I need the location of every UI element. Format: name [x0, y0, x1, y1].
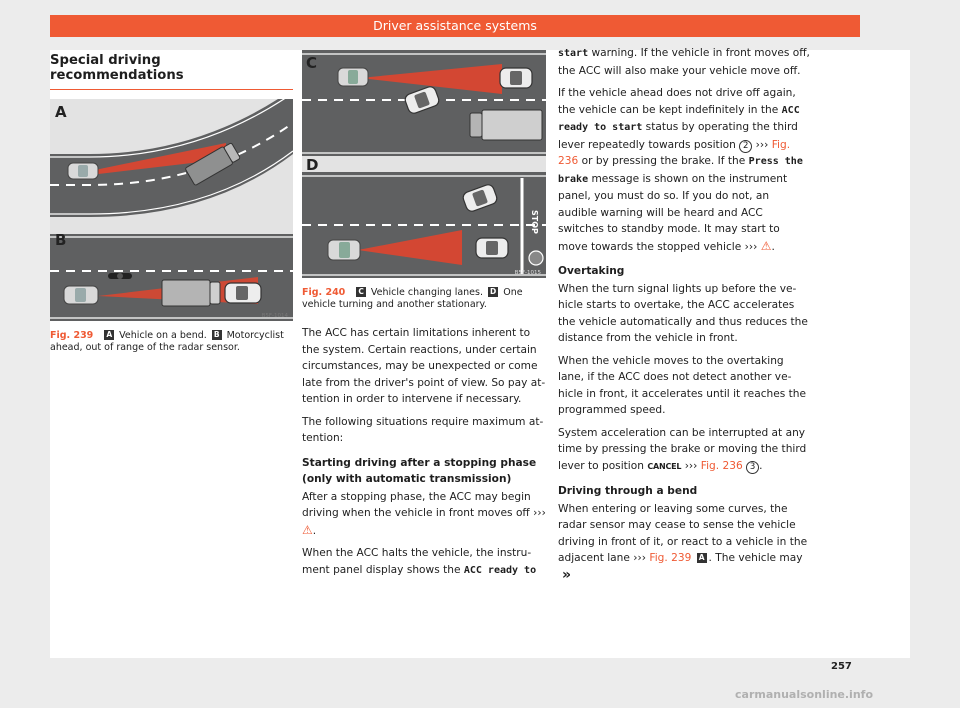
figure-240-number: Fig. 240: [302, 287, 346, 298]
figure-240-caption: [302, 287, 546, 311]
paragraph-start-warning-text: warning. If the vehicle in front moves off, the ACC will also make your vehicle move off.: [558, 47, 810, 77]
cross-reference-arrow: ›››: [633, 552, 646, 564]
paragraph-vehicle-ahead: If the vehicle ahead does not drive off again, the vehicle can be kept indefinitely in the ACC ready to start status by operating the third lever repeatedly towards position 2 ››› Fig. 236 or by pressing the brake. If the Press the brake message is shown on the instrument panel, you must do so. If you do not, an audible warning will be heard and ACC switches to standby mode. It may start to move towards the stopped vehicle ››› ⚠.: [558, 87, 803, 253]
display-message-acc-ready-to-start: ACC ready to start: [558, 104, 800, 133]
page-number: 257: [831, 661, 852, 672]
figure-240-stop-text: STOP: [530, 210, 539, 234]
link-fig-236[interactable]: Fig. 236: [558, 138, 791, 167]
cancel-position-label: CANCEL: [647, 461, 682, 471]
cross-reference-arrow: ›››: [744, 240, 758, 253]
link-fig-239[interactable]: Fig. 239: [649, 552, 692, 564]
section-title: Special driving recommendations: [50, 53, 293, 90]
display-message-acc-ready: ACC ready to: [463, 564, 537, 576]
watermark: carmanualsonline.info: [735, 688, 873, 701]
warning-icon[interactable]: ⚠: [302, 522, 313, 537]
paragraph-acceleration-interrupt-text: System acceleration can be interrupted at any time by pressing the brake or moving the third lever to position: [558, 426, 807, 472]
figure-239: [50, 99, 293, 321]
cross-reference-arrow: ›››: [684, 459, 698, 472]
figure-240-label-c: C: [306, 54, 318, 72]
figure-240-code: B5F-1015: [514, 270, 541, 276]
warning-icon[interactable]: ⚠: [760, 238, 772, 253]
column-right: [558, 45, 810, 590]
paragraph-limitations: The ACC has certain limitations inherent to the system. Certain reactions, under certain circumstances, may be unexpected or come late from the driver's point of view. So pay at-tention in order to intervene if necessary.: [302, 327, 546, 405]
figure-240-text-c: Vehicle changing lanes.: [370, 287, 483, 298]
figure-240: [302, 50, 546, 278]
continue-icon: »: [562, 566, 572, 583]
paragraph-situations: The following situations require maximum at-tention:: [302, 415, 544, 444]
heading-driving-through-bend: Driving through a bend: [558, 485, 698, 497]
position-2-marker: 2: [739, 140, 752, 153]
paragraph-start-warning: [558, 45, 810, 79]
figure-239-caption: [50, 330, 293, 354]
header-title: Driver assistance systems: [373, 18, 537, 33]
figure-240-box-d: D: [490, 287, 497, 296]
figure-239-box-a: A: [106, 330, 113, 339]
middle-body-text: [302, 325, 546, 579]
paragraph-acc-halts: [302, 545, 546, 579]
figure-240-text-d: One vehicle turning and another stationary.: [302, 287, 523, 310]
paragraph-turn-signal: When the turn signal lights up before the ve-hicle starts to overtake, the ACC accelerates the vehicle automatically and thus reduces the distance from the vehicle in front.: [558, 282, 808, 344]
paragraph-vehicle-ahead-text-a: If the vehicle ahead does not drive off again, the vehicle can be kept indefinitely in the: [558, 87, 796, 116]
cross-reference-arrow: ›››: [755, 138, 769, 151]
paragraph-curves: When entering or leaving some curves, the radar sensor may cease to sense the vehicle driving in front of it, or react to a vehicle in the adjacent lane ››› Fig. 239 A . The vehicle may »: [558, 502, 808, 583]
figure-240-illustration: [302, 50, 546, 278]
paragraph-curves-text-b: The vehicle may: [715, 552, 803, 564]
figure-240-label-d: D: [306, 156, 319, 174]
figure-239-box-a-ref: A: [698, 553, 705, 562]
paragraph-acc-halts-text: When the ACC halts the vehicle, the instru-ment panel display shows the: [302, 547, 532, 576]
figure-239-illustration: [50, 99, 293, 321]
figure-239-label-b: B: [55, 231, 67, 249]
cross-reference-arrow: ›››: [533, 507, 546, 519]
display-message-press-brake: Press the brake: [558, 156, 803, 185]
position-3-marker: 3: [746, 461, 759, 474]
figure-239-number: Fig. 239: [50, 330, 94, 341]
paragraph-overtaking-lane: When the vehicle moves to the overtaking lane, if the ACC does not detect another ve-hicle in front, it accelerates until it reaches the programmed speed.: [558, 354, 807, 416]
heading-starting-driving: Starting driving after a stopping phase (only with automatic transmission): [302, 456, 537, 485]
figure-239-text-b: Motorcyclist ahead, out of range of the radar sensor.: [50, 330, 284, 353]
figure-239-box-b: B: [213, 330, 220, 339]
page-header: [50, 15, 860, 37]
figure-239-label-a: A: [55, 103, 67, 121]
figure-239-text-a: Vehicle on a bend.: [119, 330, 207, 341]
paragraph-curves-text-a: When entering or leaving some curves, the radar sensor may cease to sense the vehicle driving in front of it, or react to a vehicle in the adjacent lane: [558, 502, 808, 564]
figure-240-box-c: C: [358, 287, 364, 296]
link-fig-236[interactable]: Fig. 236: [700, 459, 743, 472]
paragraph-stopping-phase: After a stopping phase, the ACC may begin driving when the vehicle in front moves off ››› ⚠.: [302, 490, 546, 537]
paragraph-vehicle-ahead-text-d: message is shown on the instrument panel, you must do so. If you do not, an audible warning will be heard and ACC switches to standby mode. It may start to move towards the stopped vehicle: [558, 172, 788, 253]
paragraph-stopping-phase-text: After a stopping phase, the ACC may begin driving when the vehicle in front moves off: [302, 490, 531, 519]
figure-239-code: B5F-1014: [261, 313, 288, 319]
paragraph-acceleration-interrupt: System acceleration can be interrupted at any time by pressing the brake or moving the third lever to position CANCEL ››› Fig. 236 3 .: [558, 426, 807, 472]
heading-overtaking: Overtaking: [558, 265, 625, 277]
display-message-start: start: [558, 48, 589, 59]
paragraph-vehicle-ahead-text-b: status by operating the third lever repeatedly towards position: [558, 121, 798, 151]
column-left: [50, 50, 293, 354]
column-middle: [302, 50, 546, 585]
paragraph-vehicle-ahead-text-c: or by pressing the brake. If the: [581, 155, 746, 167]
